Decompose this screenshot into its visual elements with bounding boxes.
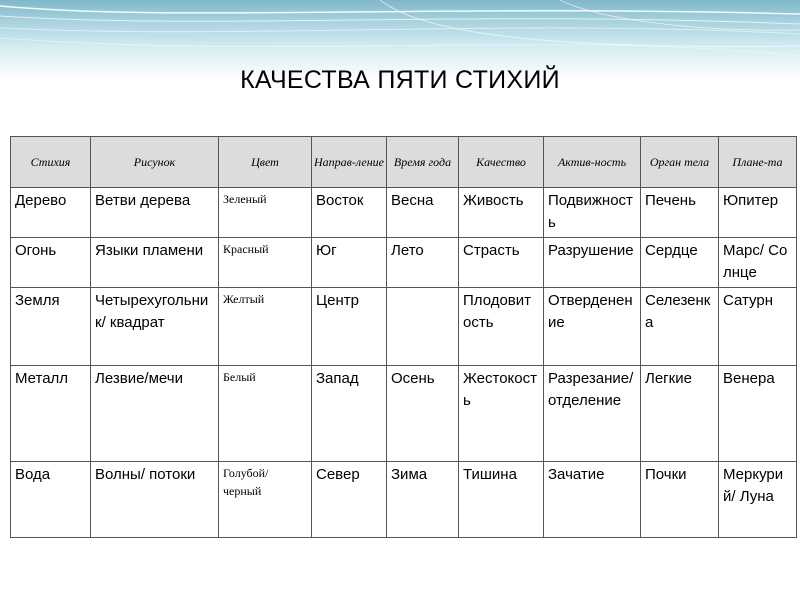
cell-activity: Разрезание/ отделение	[544, 366, 641, 462]
cell-organ: Почки	[641, 462, 719, 538]
cell-color: Голубой/ черный	[219, 462, 312, 538]
cell-organ: Селезенка	[641, 288, 719, 366]
cell-quality: Плодовитость	[459, 288, 544, 366]
cell-season: Весна	[387, 188, 459, 238]
cell-quality: Страсть	[459, 238, 544, 288]
cell-picture: Лезвие/мечи	[91, 366, 219, 462]
cell-element: Земля	[11, 288, 91, 366]
table-row	[11, 188, 797, 238]
cell-planet: Марс/ Солнце	[719, 238, 797, 288]
cell-direction: Юг	[312, 238, 387, 288]
cell-organ: Легкие	[641, 366, 719, 462]
cell-direction: Восток	[312, 188, 387, 238]
header-row	[11, 137, 797, 188]
cell-planet: Сатурн	[719, 288, 797, 366]
cell-element: Вода	[11, 462, 91, 538]
cell-activity: Разрушение	[544, 238, 641, 288]
cell-season: Зима	[387, 462, 459, 538]
table-row	[11, 366, 797, 462]
cell-element: Дерево	[11, 188, 91, 238]
cell-color: Зеленый	[219, 188, 312, 238]
elements-table	[10, 136, 797, 538]
cell-picture: Языки пламени	[91, 238, 219, 288]
header-activity: Актив-ность	[544, 137, 641, 188]
header-color: Цвет	[219, 137, 312, 188]
cell-direction: Запад	[312, 366, 387, 462]
cell-element: Металл	[11, 366, 91, 462]
cell-planet: Венера	[719, 366, 797, 462]
table-row	[11, 288, 797, 366]
header-season: Время года	[387, 137, 459, 188]
cell-activity: Зачатие	[544, 462, 641, 538]
header-organ: Орган тела	[641, 137, 719, 188]
header-quality: Качество	[459, 137, 544, 188]
cell-quality: Жестокость	[459, 366, 544, 462]
cell-season	[387, 288, 459, 366]
cell-planet: Юпитер	[719, 188, 797, 238]
cell-picture: Волны/ потоки	[91, 462, 219, 538]
cell-activity: Отверденение	[544, 288, 641, 366]
table-row	[11, 462, 797, 538]
table-row	[11, 238, 797, 288]
cell-season: Лето	[387, 238, 459, 288]
header-element: Стихия	[11, 137, 91, 188]
cell-organ: Сердце	[641, 238, 719, 288]
cell-color: Красный	[219, 238, 312, 288]
cell-quality: Живость	[459, 188, 544, 238]
cell-season: Осень	[387, 366, 459, 462]
cell-picture: Ветви дерева	[91, 188, 219, 238]
cell-activity: Подвижность	[544, 188, 641, 238]
header-direction: Направ-ление	[312, 137, 387, 188]
cell-direction: Север	[312, 462, 387, 538]
header-picture: Рисунок	[91, 137, 219, 188]
cell-quality: Тишина	[459, 462, 544, 538]
cell-organ: Печень	[641, 188, 719, 238]
header-planet: Плане-та	[719, 137, 797, 188]
cell-planet: Меркурий/ Луна	[719, 462, 797, 538]
cell-direction: Центр	[312, 288, 387, 366]
cell-color: Желтый	[219, 288, 312, 366]
cell-color: Белый	[219, 366, 312, 462]
cell-picture: Четырехугольник/ квадрат	[91, 288, 219, 366]
cell-element: Огонь	[11, 238, 91, 288]
page-title: КАЧЕСТВА ПЯТИ СТИХИЙ	[240, 66, 560, 94]
